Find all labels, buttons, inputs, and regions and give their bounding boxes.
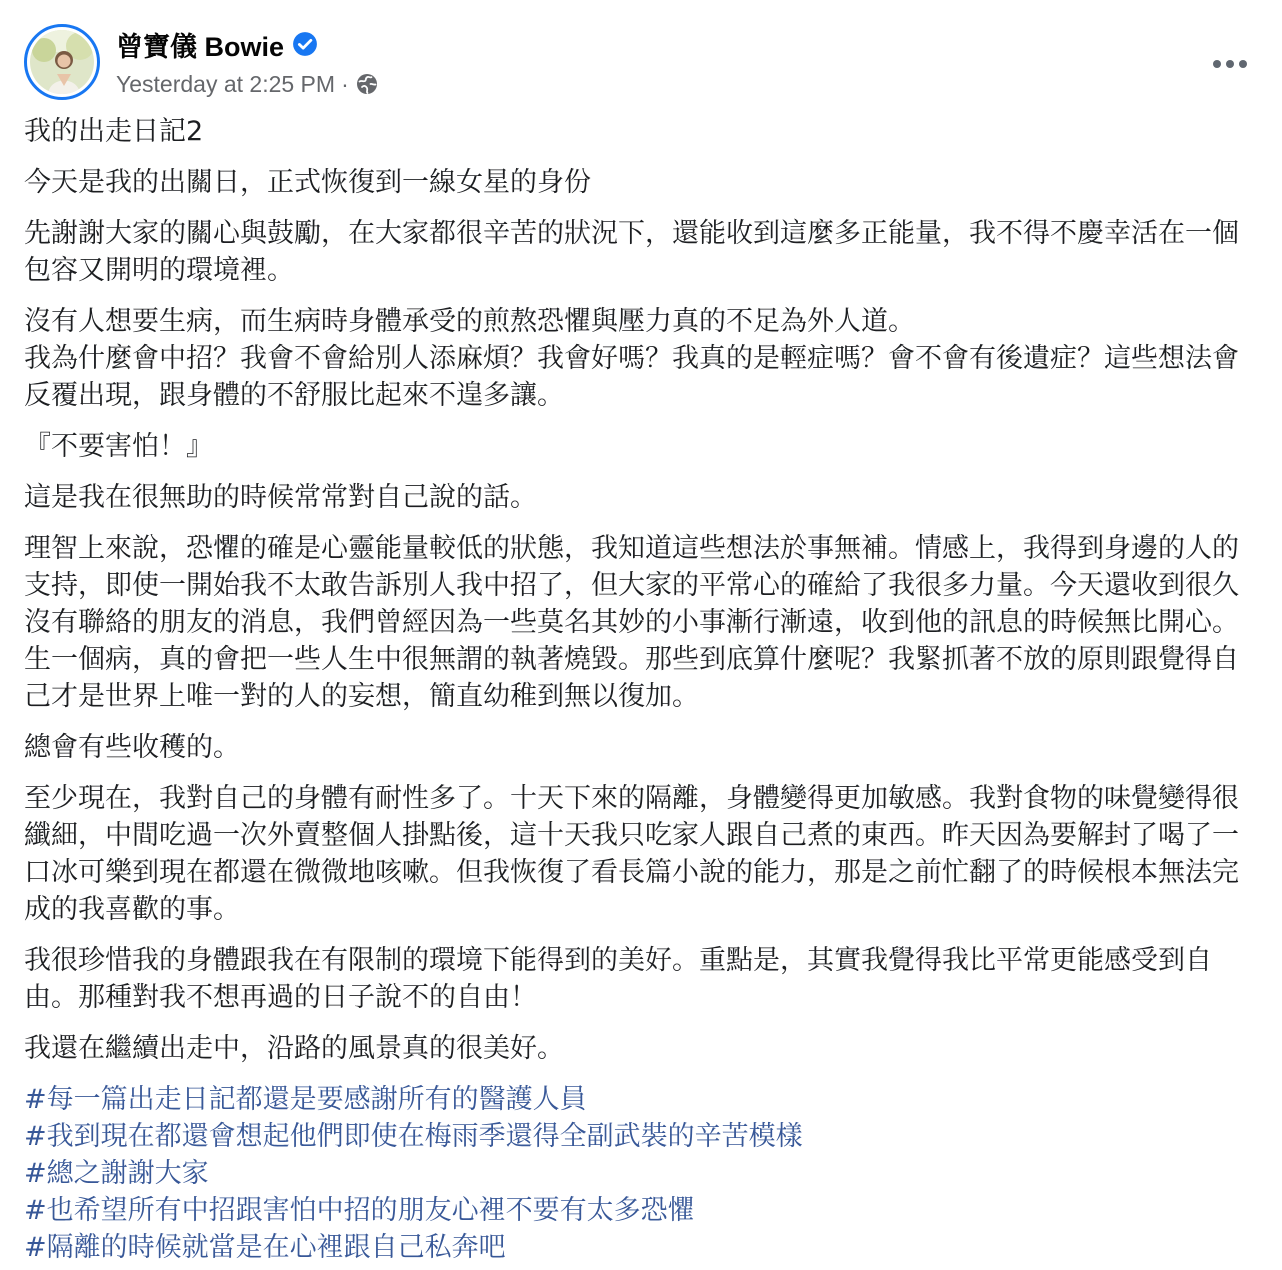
post-paragraph: 我很珍惜我的身體跟我在有限制的環境下能得到的美好。重點是，其實我覺得我比平常更能感受到自由。那種對我不想再過的日子說不的自由！ [24,945,1212,1013]
post-meta [116,68,379,100]
post-paragraph: 總會有些收穫的。 [24,732,240,763]
avatar-photo [30,30,94,94]
more-options-button[interactable] [1202,44,1258,84]
post-paragraph: 今天是我的出關日，正式恢復到一線女星的身份 [24,167,591,198]
post-header [24,24,1258,104]
author-name-link[interactable]: 曾寶儀 Bowie [116,31,285,62]
globe-icon[interactable] [355,72,379,96]
post-body [24,113,1260,1266]
post-paragraph: 這是我在很無助的時候常常對自己說的話。 [24,482,537,513]
more-horizontal-icon [1212,59,1248,69]
hashtag-link[interactable]: #也希望所有中招跟害怕中招的朋友心裡不要有太多恐懼 [24,1195,695,1226]
post-paragraph: 先謝謝大家的關心與鼓勵，在大家都很辛苦的狀況下，還能收到這麼多正能量，我不得不慶幸活在一個包容又開明的環境裡。 [24,218,1239,286]
hashtag-list [24,1081,1260,1266]
meta-separator: · [341,70,349,97]
post-paragraph: 我還在繼續出走中，沿路的風景真的很美好。 [24,1033,564,1064]
author-avatar[interactable] [24,24,100,100]
author-line [116,26,318,62]
verified-check-icon [292,31,318,57]
post-paragraph: 沒有人想要生病，而生病時身體承受的煎熬恐懼與壓力真的不足為外人道。 我為什麼會中招？我會不會給別人添麻煩？我會好嗎？我真的是輕症嗎？會不會有後遺症？這些想法會反覆出現，跟身體的不舒服比起來不遑多讓。 [24,306,1239,411]
post-paragraph: 理智上來說，恐懼的確是心靈能量較低的狀態，我知道這些想法於事無補。情感上，我得到身邊的人的支持，即使一開始我不太敢告訴別人我中招了，但大家的平常心的確給了我很多力量。今天還收到很久沒有聯絡的朋友的消息，我們曾經因為一些莫名其妙的小事漸行漸遠，收到他的訊息的時候無比開心。生一個病，真的會把一些人生中很無謂的執著燒毀。那些到底算什麼呢？我緊抓著不放的原則跟覺得自己才是世界上唯一對的人的妄想，簡直幼稚到無以復加。 [24,533,1239,712]
hashtag-link[interactable]: #我到現在都還會想起他們即使在梅雨季還得全副武裝的辛苦模樣 [24,1121,803,1152]
hashtag-link[interactable]: #隔離的時候就當是在心裡跟自己私奔吧 [24,1232,506,1263]
post-paragraph: 我的出走日記2 [24,116,204,147]
post-paragraph: 『不要害怕！』 [24,431,213,462]
hashtag-link[interactable]: #總之謝謝大家 [24,1158,209,1189]
post-paragraph: 至少現在，我對自己的身體有耐性多了。十天下來的隔離，身體變得更加敏感。我對食物的味覺變得很纖細，中間吃過一次外賣整個人掛點後，這十天我只吃家人跟自己煮的東西。昨天因為要解封了喝了一口冰可樂到現在都還在微微地咳嗽。但我恢復了看長篇小說的能力，那是之前忙翻了的時候根本無法完成的我喜歡的事。 [24,783,1239,925]
hashtag-link[interactable]: #每一篇出走日記都還是要感謝所有的醫護人員 [24,1084,587,1115]
post-timestamp-link[interactable]: Yesterday at 2:25 PM [116,70,336,97]
